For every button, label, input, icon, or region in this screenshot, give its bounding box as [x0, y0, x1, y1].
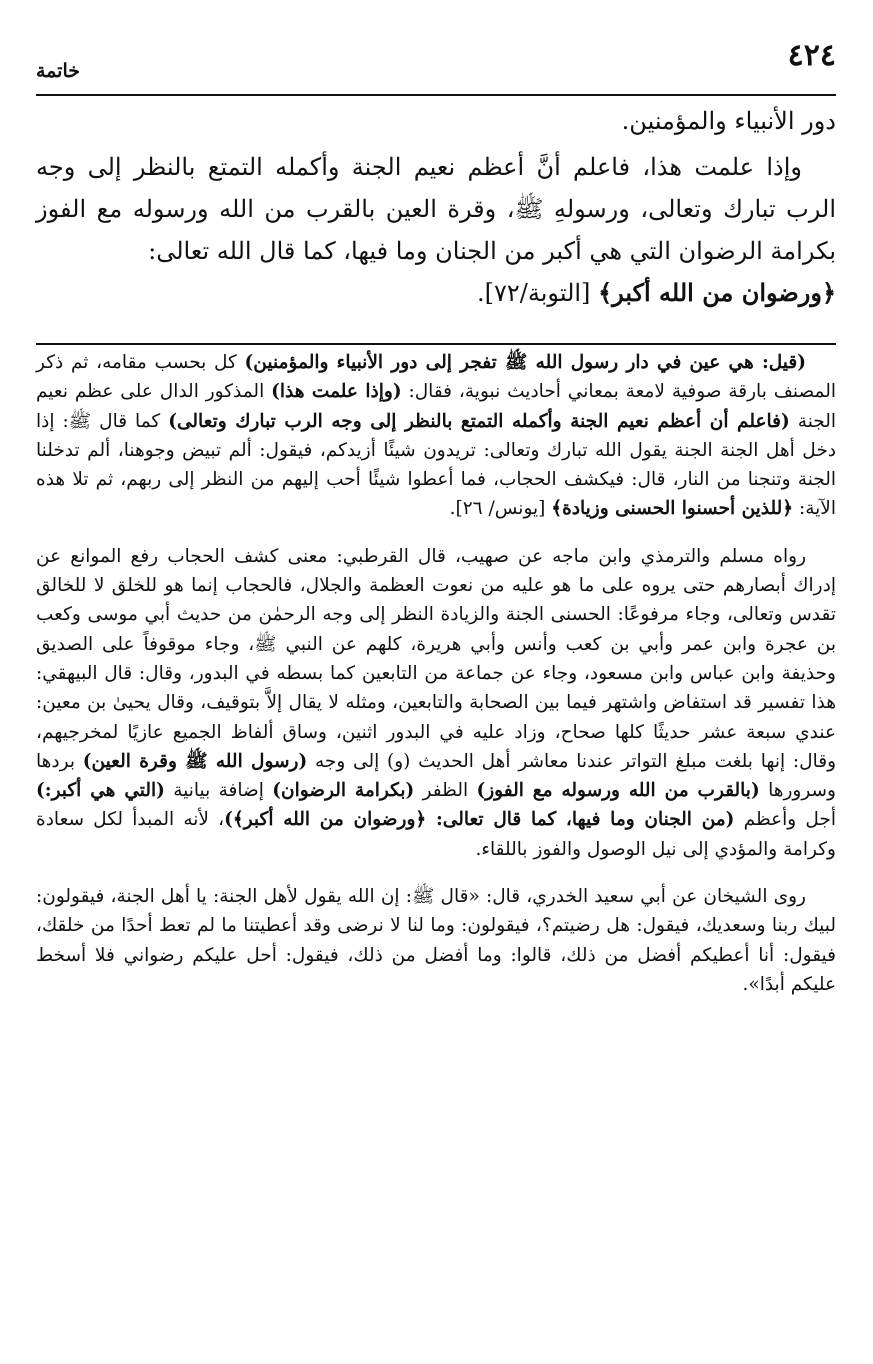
- main-paragraph-2-text: وإذا علمت هذا، فاعلم أنَّ أعظم نعيم الجنة وأكمله التمتع بالنظر إلى وجه الرب تبارك وتعالى، ورسولهِ ﷺ، وقرة العين بالقرب من الله ورسوله مع الفوز بكرامة الرضوان التي هي أكبر من الجنان وما فيها، كما قال الله تعالى:: [36, 153, 836, 265]
- commentary-text: المذكور الدال على عظم نعيم الجنة: [36, 381, 836, 432]
- quran-verse: ﴿ورضوان من الله أكبر﴾: [598, 278, 836, 307]
- quoted-text: (فاعلم أن أعظم نعيم الجنة وأكمله التمتع بالنظر إلى وجه الرب تبارك وتعالى): [168, 410, 790, 432]
- main-paragraph-1: دور الأنبياء والمؤمنين.: [621, 107, 836, 135]
- main-text: [36, 100, 836, 314]
- footnote-divider: [36, 343, 836, 345]
- quoted-text: (قيل: هي عين في دار رسول الله ﷺ تفجر إلى دور الأنبياء والمؤمنين): [244, 352, 806, 373]
- commentary-paragraph-1: [36, 348, 836, 524]
- commentary-text: رواه مسلم والترمذي وابن ماجه عن صهيب، قال القرطبي: معنى كشف الحجاب رفع الموانع عن إدراك أبصارهم حتى يروه على ما هو عليه من نعوت العظمة والجلال، فالحجاب إنما هو للخلق لا للخالق تقدس وتعالى، وجاء مرفوعًا: الحسنى الجنة والزيادة النظر إلى وجه الرحمٰن من حديث أبي موسى وكعب بن عجرة وابن عمر وأبي بن كعب وأنس وأبي هريرة، كلهم عن النبي ﷺ، وجاء موقوفاً على الصديق وحذيفة وابن عباس وابن مسعود، وجاء عن جماعة من التابعين كما بسطه في البدور، وقال: قال البيهقي: هذا تفسير قد استفاض واشتهر فيما بين الصحابة والتابعين، ومثله لا يقال إلاَّ بتوقيف، وقال يحيىٰ بن معين: عندي سبعة عشر حديثًا كلها صحاح، وزاد عليه في البدور اثنين، وساق ألفاظ الجميع عازيًا لمخرجيهم، وقال: إنها بلغت مبلغ التواتر عندنا معاشر أهل الحديث (و) إلى وجه: [36, 545, 837, 772]
- commentary-text: أجل وأعظم: [734, 809, 837, 831]
- commentary-text: إضافة بيانية: [164, 780, 273, 802]
- commentary-paragraph-3: روى الشيخان عن أبي سعيد الخدري، قال: «قال ﷺ: إن الله يقول لأهل الجنة: يا أهل الجنة، فيقولون: لبيك ربنا وسعديك، فيقول: هل رضيتم؟، فيقولون: وما لنا لا نرضى وقد أعطيتنا ما لم تعط أحدًا من خلقك، فيقول: أنا أعطيكم أفضل من ذلك، قالوا: وما أفضل من ذلك، فيقول: أحل عليكم رضواني فلا أسخط عليكم أبدًا».: [36, 886, 836, 995]
- commentary-text: بردها وسرورها: [36, 750, 836, 802]
- main-paragraph-2: [36, 146, 836, 314]
- verse-reference: [يونس/ ٢٦].: [449, 498, 552, 520]
- commentary-text: كما قال ﷺ: إذا دخل أهل الجنة الجنة يقول الله تبارك وتعالى: تريدون شيئًا أزيدكم، فيقول: ألم تبيض وجوهنا، ألم تدخلنا الجنة وتنجنا من النار، قال: فيكشف الحجاب، فما أعطوا شيئًا أحب إليهم من النظر إلى ربهم، ثم تلا هذه الآية:: [36, 410, 836, 520]
- commentary-text: كل بحسب مقامه، ثم ذكر المصنف بارقة صوفية لامعة بمعاني أحاديث نبوية، فقال:: [36, 352, 836, 403]
- quran-verse: ﴿للذين أحسنوا الحسنى وزيادة﴾: [551, 498, 794, 520]
- commentary-text: ، لأنه المبدأ لكل سعادة وكرامة والمؤدي إلى نيل الوصول والفوز باللقاء.: [36, 809, 836, 860]
- quoted-text: (رسول الله ﷺ وقرة العين): [82, 750, 308, 772]
- verse-reference: [التوبة/٧٢].: [477, 279, 591, 307]
- quoted-text: (وإذا علمت هذا): [271, 381, 402, 403]
- quoted-text: (بالقرب من الله ورسوله مع الفوز): [476, 780, 760, 802]
- commentary-paragraph-2: [36, 542, 836, 864]
- section-title: خاتمة: [36, 60, 80, 82]
- page-header: [36, 38, 836, 96]
- quoted-text: (التي هي أكبر:): [36, 780, 165, 802]
- commentary-text: الظفر: [414, 780, 477, 802]
- commentary: [36, 348, 836, 1017]
- quoted-text: (بكرامة الرضوان): [272, 780, 415, 802]
- page-number: ٤٢٤: [787, 38, 836, 73]
- quoted-text: (من الجنان وما فيها، كما قال تعالى: ﴿ورضوان من الله أكبر﴾): [224, 809, 735, 831]
